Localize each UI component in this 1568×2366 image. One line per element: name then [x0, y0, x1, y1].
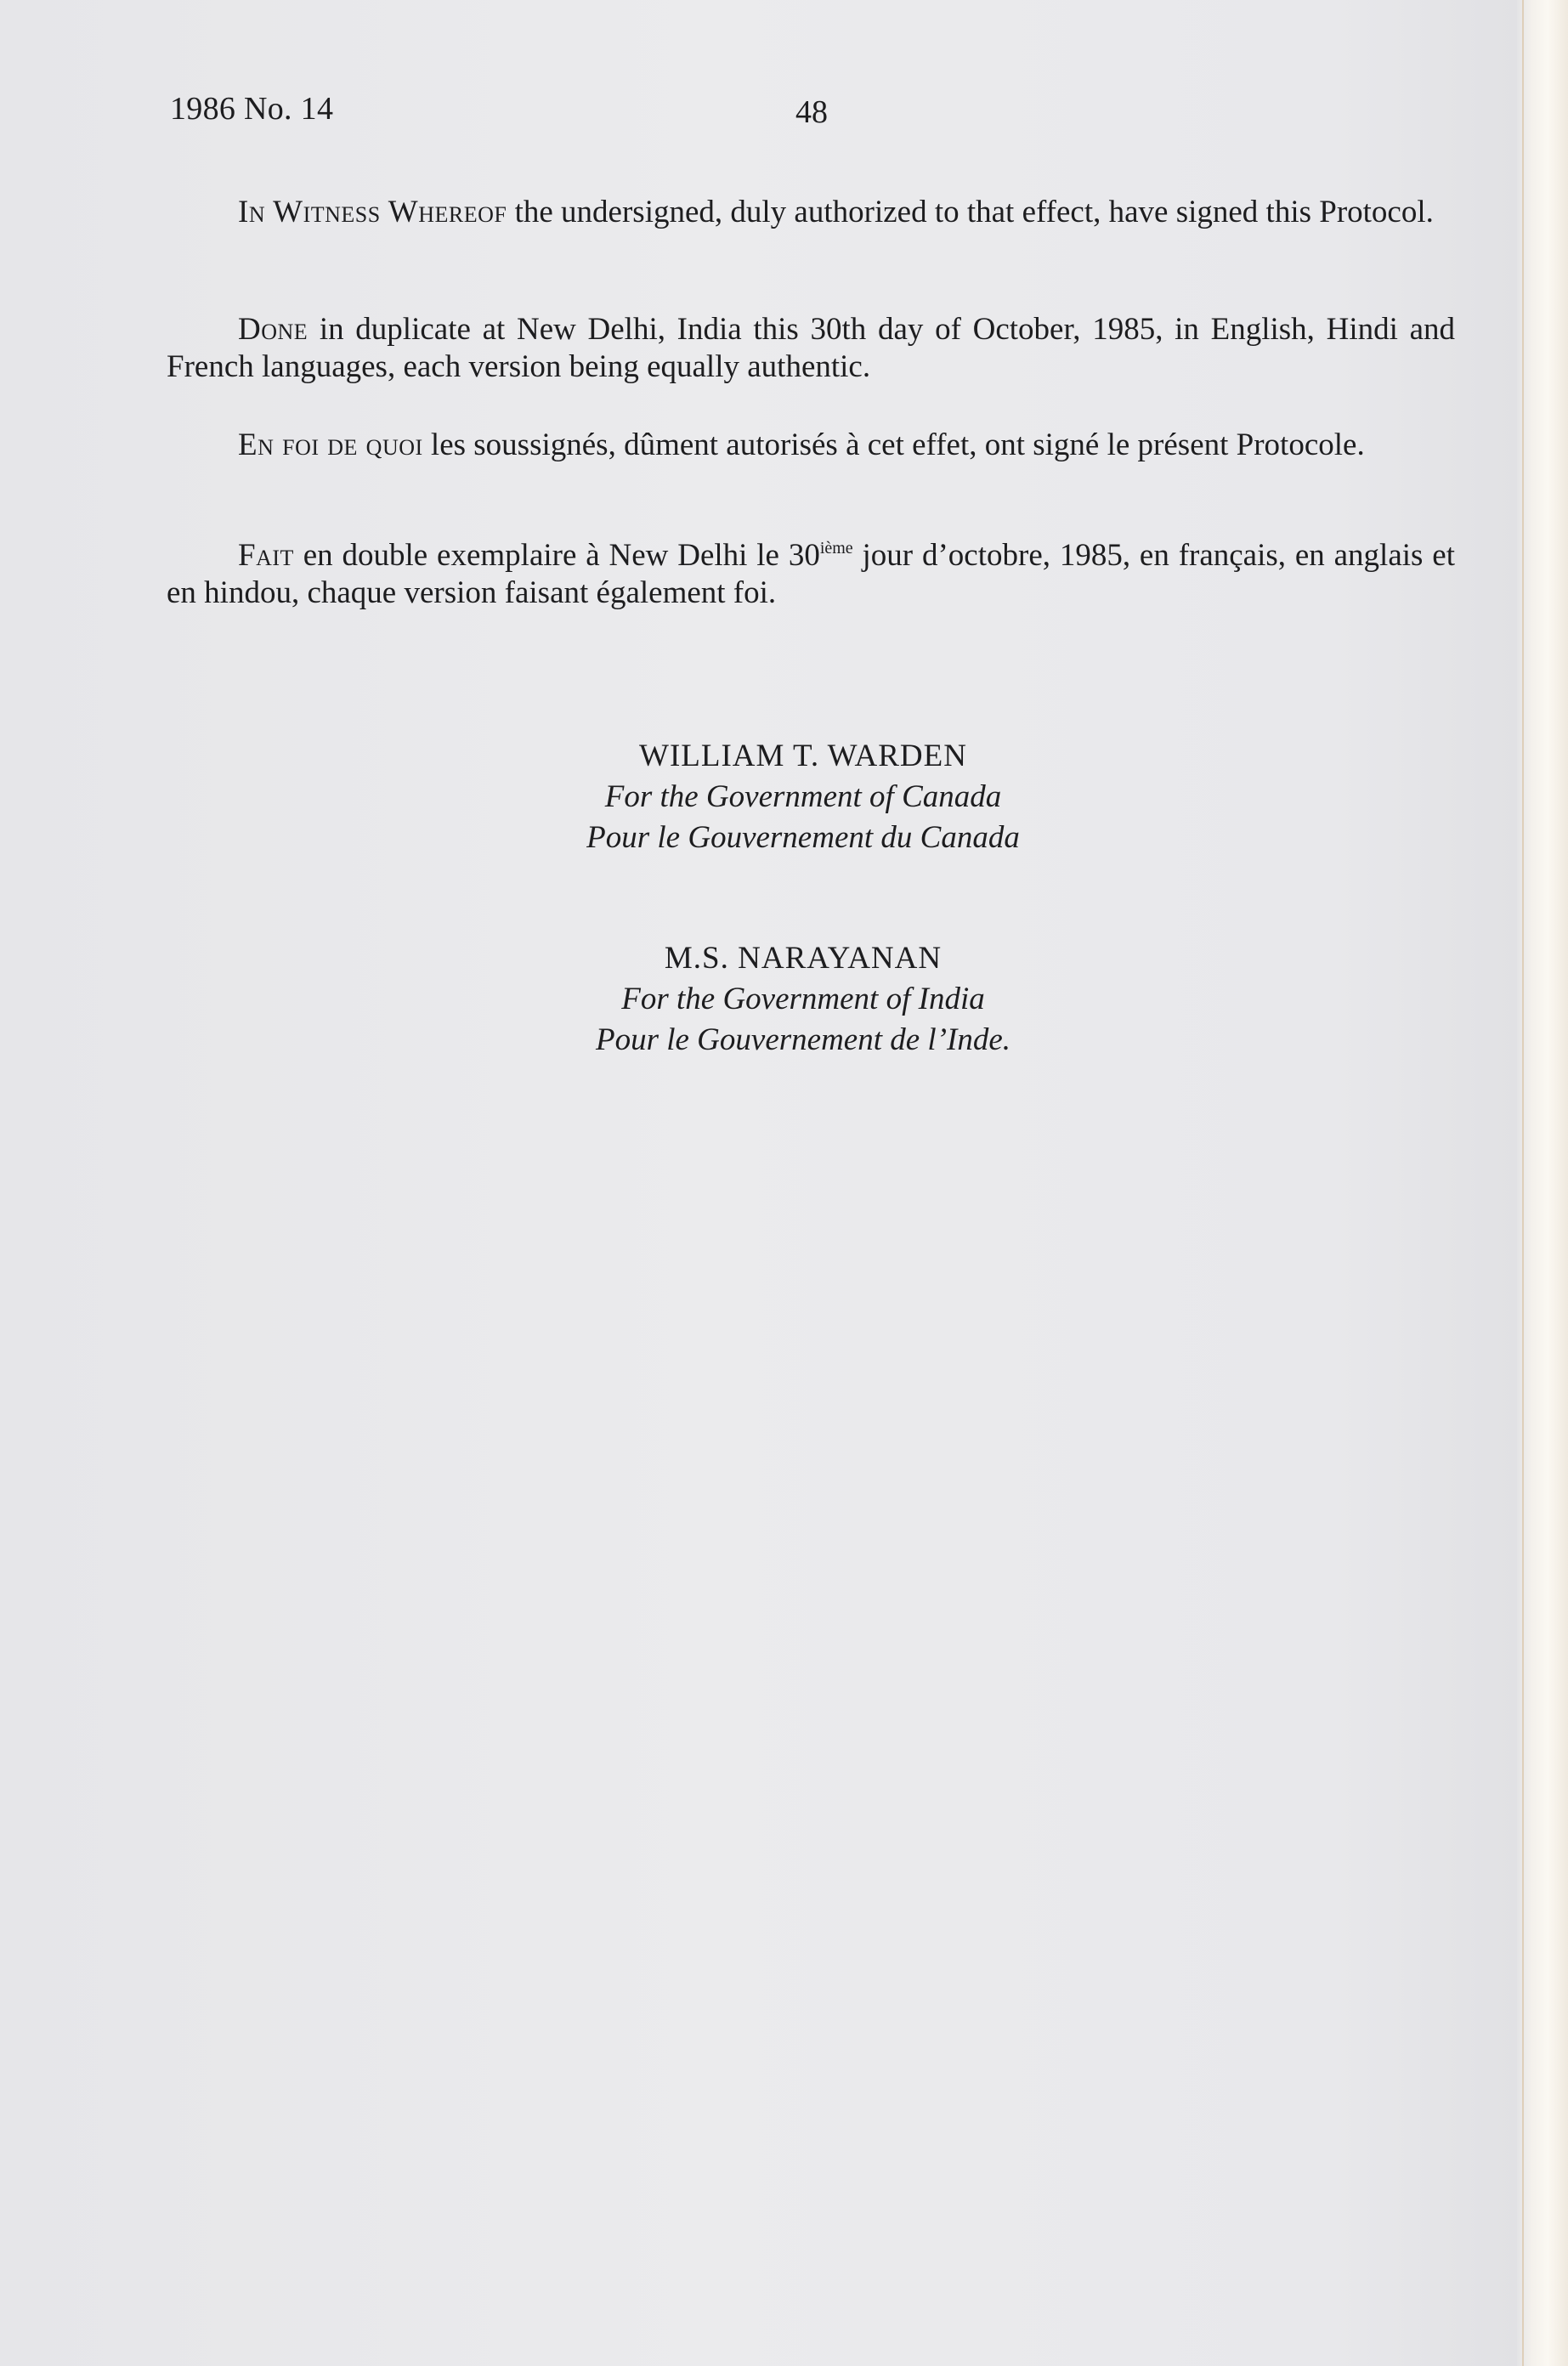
spine-fold-line: [1522, 0, 1524, 2366]
paragraph-text: les soussignés, dûment autorisés à cet effet, ont signé le présent Protocole.: [422, 427, 1365, 462]
superscript-ieme: ième: [819, 539, 853, 558]
paragraph-lead: En foi de quoi: [238, 427, 423, 462]
page-number: 48: [795, 94, 828, 130]
page-spine-edge: [1517, 0, 1568, 2366]
signatory-role-french: Pour le Gouvernement de l’Inde.: [595, 1022, 1011, 1057]
signatory-name: WILLIAM T. WARDEN: [639, 739, 967, 773]
paragraph-text: in duplicate at New Delhi, India this 30th day of October, 1985, in English, Hindi and French languages, each version being equally authentic.: [167, 312, 1455, 384]
paragraph-lead: Done: [238, 312, 309, 347]
running-head: 1986 No. 14: [170, 91, 334, 127]
paragraph-fait-en-double: [167, 537, 1455, 612]
paragraph-text-before: en double exemplaire à New Delhi le 30: [293, 538, 820, 573]
paragraph-text: the undersigned, duly authorized to that effect, have signed this Protocol.: [507, 195, 1434, 229]
signatory-role-english: For the Government of India: [621, 982, 985, 1016]
paragraph-in-witness-whereof: [167, 194, 1455, 231]
signatory-role-french: Pour le Gouvernement du Canada: [586, 820, 1020, 855]
paragraph-en-foi-de-quoi: [167, 427, 1455, 464]
signatory-name: M.S. NARAYANAN: [664, 941, 942, 976]
signatory-role-english: For the Government of Canada: [604, 779, 1002, 814]
paragraph-text-after: jour d’octobre, 1985, en français, en anglais et en hindou, chaque version faisant également foi.: [167, 538, 1455, 610]
paragraph-lead: Fait: [238, 538, 294, 573]
paragraph-done-in-duplicate: [167, 311, 1455, 386]
signature-block-india: [0, 938, 1568, 1061]
paragraph-lead: In Witness Whereof: [238, 195, 507, 229]
signature-block-canada: [0, 736, 1568, 858]
